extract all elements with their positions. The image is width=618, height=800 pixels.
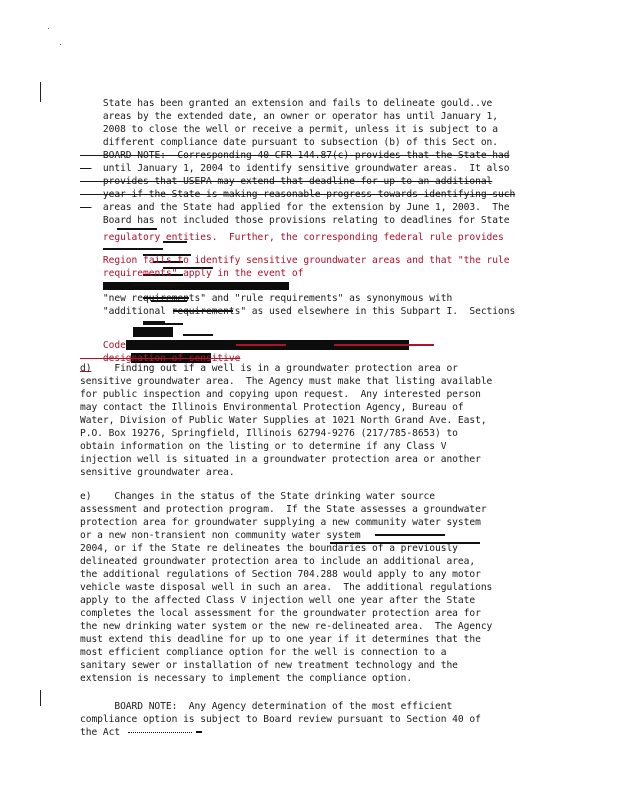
paragraph-e-line: 2004, or if the State re delineates the boundaries of a previously (80, 543, 458, 554)
paragraph-e-line: the new drinking water system or the new re-delineated area. The Agency (80, 621, 493, 632)
text-line: State has been granted an extension and fails to delineate gould..ve (102, 98, 493, 110)
paragraph-e-line: must extend this deadline for up to one year if it determines that the (80, 634, 481, 645)
paragraph-d-line: sensitive groundwater area. The Agency must make that listing available (80, 376, 493, 387)
scan-speck (48, 28, 49, 29)
change-bar-top (40, 82, 41, 102)
text-line: different compliance date pursuant to subsection (b) of this Sect on. (102, 137, 498, 149)
paragraph-d-line: may contact the Illinois Environmental Protection Agency, Bureau of (80, 402, 464, 413)
paragraph-e-line: assessment and protection program. If the State assesses a groundwater (80, 504, 487, 515)
board-note-line: compliance option is subject to Board review pursuant to Section 40 of (80, 714, 481, 725)
paragraph-d-line: P.O. Box 19276, Springfield, Illinois 62794-9276 (217/785-8653) to (80, 428, 458, 439)
paragraph-e-line: extension is necessary to implement the compliance option. (80, 673, 413, 684)
paragraph-d-line: obtain information on the listing or to determine if any Class V (80, 441, 447, 452)
text-line-inserted: Code (80, 326, 434, 365)
text-line-struck: BOARD NOTE: Corresponding 40 CFR 144.87(c) provides that the State had (102, 150, 510, 162)
text-line-inserted: requirements" apply in the event of (80, 254, 303, 306)
paragraph-d-line: injection well is situated in a groundwater protection area or another (80, 454, 481, 465)
change-bar-bottom (40, 690, 41, 706)
paragraph-e-line: most efficient compliance option for the well is connection to a (80, 647, 447, 658)
text-line: areas and the State had applied for the extension by June 1, 2003. The (102, 202, 510, 214)
paragraph-d-line: d) Finding out if a well is in a groundwater protection area or (80, 363, 458, 374)
text-line-inserted: designation of sensitive (102, 353, 241, 365)
scan-speck (60, 44, 61, 45)
paragraph-e-line: sanitary sewer or installation of new treatment technology and the (80, 660, 458, 671)
text-line-struck: provides that USEPA may extend that deadline for up to an additional (102, 176, 493, 188)
text-line: "additional requirements" as used elsewhere in this Subpart I. Sections (102, 306, 516, 318)
paragraph-e-line: the additional regulations of Section 704.288 would apply to any motor (80, 569, 481, 580)
paragraph-d-line: sensitive groundwater area. (80, 467, 235, 478)
paragraph-e-line: vehicle waste disposal well in such an area. The additional regulations (80, 582, 493, 593)
text-line: Board has not included those provisions relating to deadlines for State (102, 215, 510, 227)
paragraph-e-line: or a new non-transient non community water system (80, 529, 445, 542)
paragraph-e-line: apply to the affected Class V injection well one year after the State (80, 595, 476, 606)
paragraph-e-line: protection area for groundwater supplying a new community water system (80, 517, 481, 528)
board-note-line: BOARD NOTE: Any Agency determination of the most efficient (80, 701, 453, 712)
text-line: until January 1, 2004 to identify sensitive groundwater areas. It also (102, 163, 510, 175)
paragraph-d-line: for public inspection and copying upon request. Any interested person (80, 389, 481, 400)
board-note-line: the Act (80, 726, 202, 739)
text-line-inserted: regulatory entities. Further, the corresponding federal rule provides (102, 232, 504, 244)
paragraph-e-line: completes the local assessment for the groundwater protection area for (80, 608, 481, 619)
text-line: 2008 to close the well or receive a permit, unless it is subject to a (102, 124, 498, 136)
paragraph-d-line: Water, Division of Public Water Supplies at 1021 North Grand Ave. East, (80, 415, 487, 426)
text-line-struck: year if the State is making reasonable progress towards identifying such (102, 189, 516, 201)
paragraph-e-line: delineated groundwater protection area to include an additional area, (80, 556, 476, 567)
text-line: "new requirements" and "rule requirements" as synonymous with (102, 293, 453, 305)
text-line: areas by the extended date, an owner or operator has until January 1, (102, 111, 498, 123)
paragraph-e-line: e) Changes in the status of the State drinking water source (80, 491, 436, 502)
text-line-inserted: Region fails to identify sensitive groundwater areas and that "the rule (102, 255, 510, 267)
